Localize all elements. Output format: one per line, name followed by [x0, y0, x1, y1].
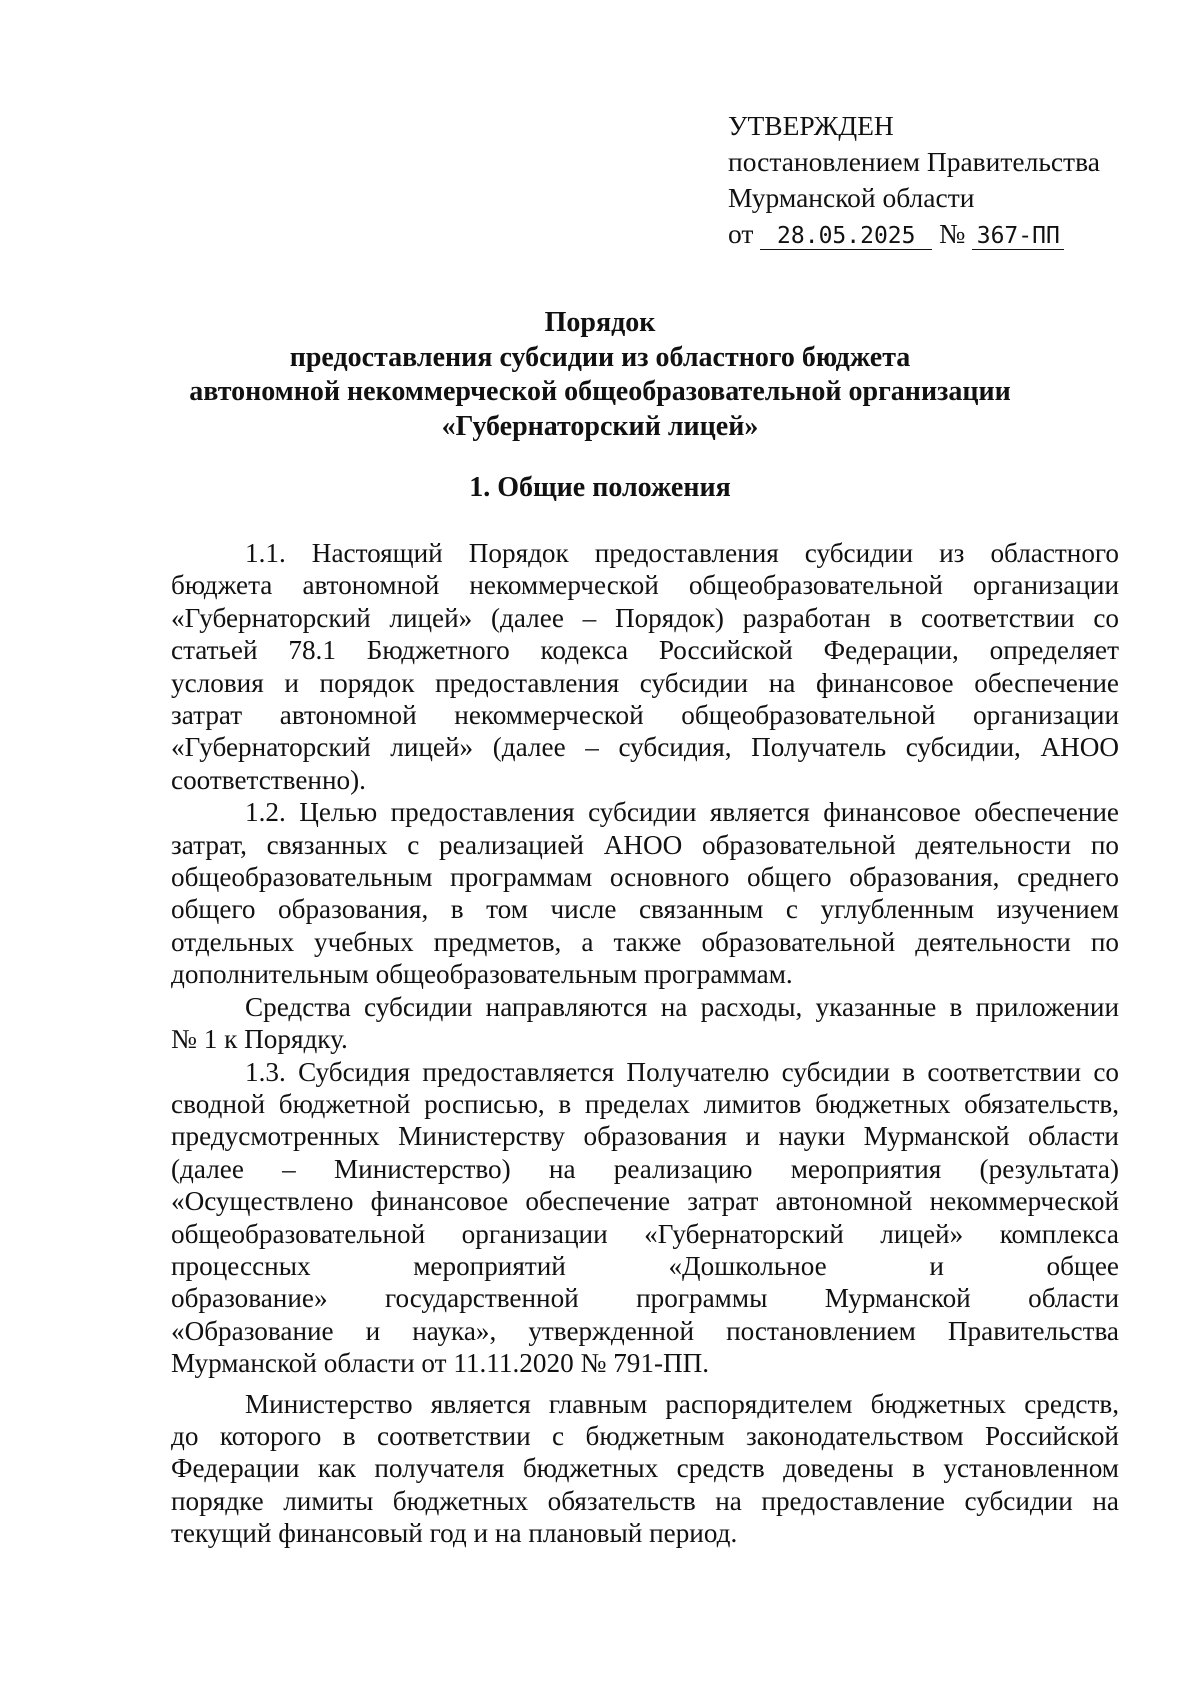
paragraph-line: 1.3. Субсидия предоставляется Получателю субсидии в соответствии со [245, 1056, 1119, 1087]
paragraph-line: общего образования, в том числе связанным с углубленным изучением [171, 894, 1119, 925]
paragraph-1-1 [171, 537, 1119, 796]
document-body [171, 537, 1119, 1550]
document-title [0, 306, 1200, 444]
approval-date-line [728, 216, 1100, 252]
document-title-line-3: автономной некоммерческой общеобразовательной организации [189, 376, 1011, 407]
paragraph-expenses [171, 991, 1119, 1056]
paragraph-line: процессных мероприятий «Дошкольное и общее [171, 1250, 1119, 1281]
document-title-line-2: предоставления субсидии из областного бюджета [289, 341, 911, 373]
paragraph-1-3 [171, 1056, 1119, 1380]
paragraph-line: соответственно). [171, 764, 366, 795]
paragraph-spacer [171, 1380, 1119, 1388]
approval-number-label: № [939, 218, 966, 249]
document-title-line-4: «Губернаторский лицей» [441, 410, 759, 442]
paragraph-line: № 1 к Порядку. [171, 1024, 348, 1055]
paragraph-line: образование» государственной программы Мурманской области [171, 1283, 1119, 1314]
paragraph-line: общеобразовательным программам основного общего образования, среднего [171, 862, 1119, 893]
paragraph-line: статьей 78.1 Бюджетного кодекса Российской Федерации, определяет [171, 635, 1119, 666]
paragraph-line: 1.2. Целью предоставления субсидии является финансовое обеспечение [245, 797, 1119, 828]
paragraph-line: дополнительным общеобразовательным программам. [171, 959, 793, 990]
paragraph-line: Министерство является главным распорядителем бюджетных средств, [245, 1388, 1119, 1419]
paragraph-ministry [171, 1388, 1119, 1550]
paragraph-line: «Осуществлено финансовое обеспечение затрат автономной некоммерческой [171, 1186, 1119, 1217]
paragraph-line: Средства субсидии направляются на расходы, указанные в приложении [245, 991, 1119, 1022]
paragraph-line: (далее – Министерство) на реализацию мероприятия (результата) [171, 1153, 1119, 1184]
paragraph-line: общеобразовательной организации «Губернаторский лицей» комплекса [171, 1218, 1119, 1249]
paragraph-line: «Губернаторский лицей» (далее – Порядок) разработан в соответствии со [171, 602, 1119, 633]
approval-line-2: Мурманской области [728, 182, 975, 213]
paragraph-line: порядке лимиты бюджетных обязательств на предоставление субсидии на [171, 1485, 1119, 1516]
approval-number: 367-ПП [972, 223, 1064, 250]
paragraph-line: предусмотренных Министерству образования и науки Мурманской области [171, 1121, 1119, 1152]
paragraph-line: условия и порядок предоставления субсидии на финансовое обеспечение [171, 667, 1119, 698]
document-title-line-1: Порядок [544, 307, 656, 338]
approval-date: 28.05.2025 [760, 223, 932, 250]
paragraph-line: «Губернаторский лицей» (далее – субсидия, Получатель субсидии, АНОО [171, 732, 1119, 763]
paragraph-line: до которого в соответствии с бюджетным законодательством Российской [171, 1420, 1119, 1451]
paragraph-line: затрат автономной некоммерческой общеобразовательной организации [171, 700, 1119, 731]
paragraph-line: бюджета автономной некоммерческой общеобразовательной организации [171, 570, 1119, 601]
paragraph-line: отдельных учебных предметов, а также образовательной деятельности по [171, 926, 1119, 957]
approval-stamp [728, 108, 1100, 252]
section-heading: 1. Общие положения [469, 472, 731, 503]
paragraph-line: 1.1. Настоящий Порядок предоставления субсидии из областного [245, 538, 1119, 568]
paragraph-line: Мурманской области от 11.11.2020 № 791-ПП. [171, 1348, 710, 1379]
paragraph-line: «Образование и наука», утвержденной постановлением Правительства [171, 1315, 1119, 1346]
approval-heading: УТВЕРЖДЕН [728, 110, 894, 141]
paragraph-line: затрат, связанных с реализацией АНОО образовательной деятельности по [171, 829, 1119, 860]
paragraph-line: сводной бюджетной росписью, в пределах лимитов бюджетных обязательств, [171, 1088, 1119, 1119]
paragraph-1-2 [171, 796, 1119, 990]
approval-from-label: от [728, 218, 754, 249]
paragraph-line: Федерации как получателя бюджетных средств доведены в установленном [171, 1453, 1119, 1484]
paragraph-line: текущий финансовый год и на плановый период. [171, 1518, 738, 1549]
approval-line-1: постановлением Правительства [728, 146, 1100, 177]
